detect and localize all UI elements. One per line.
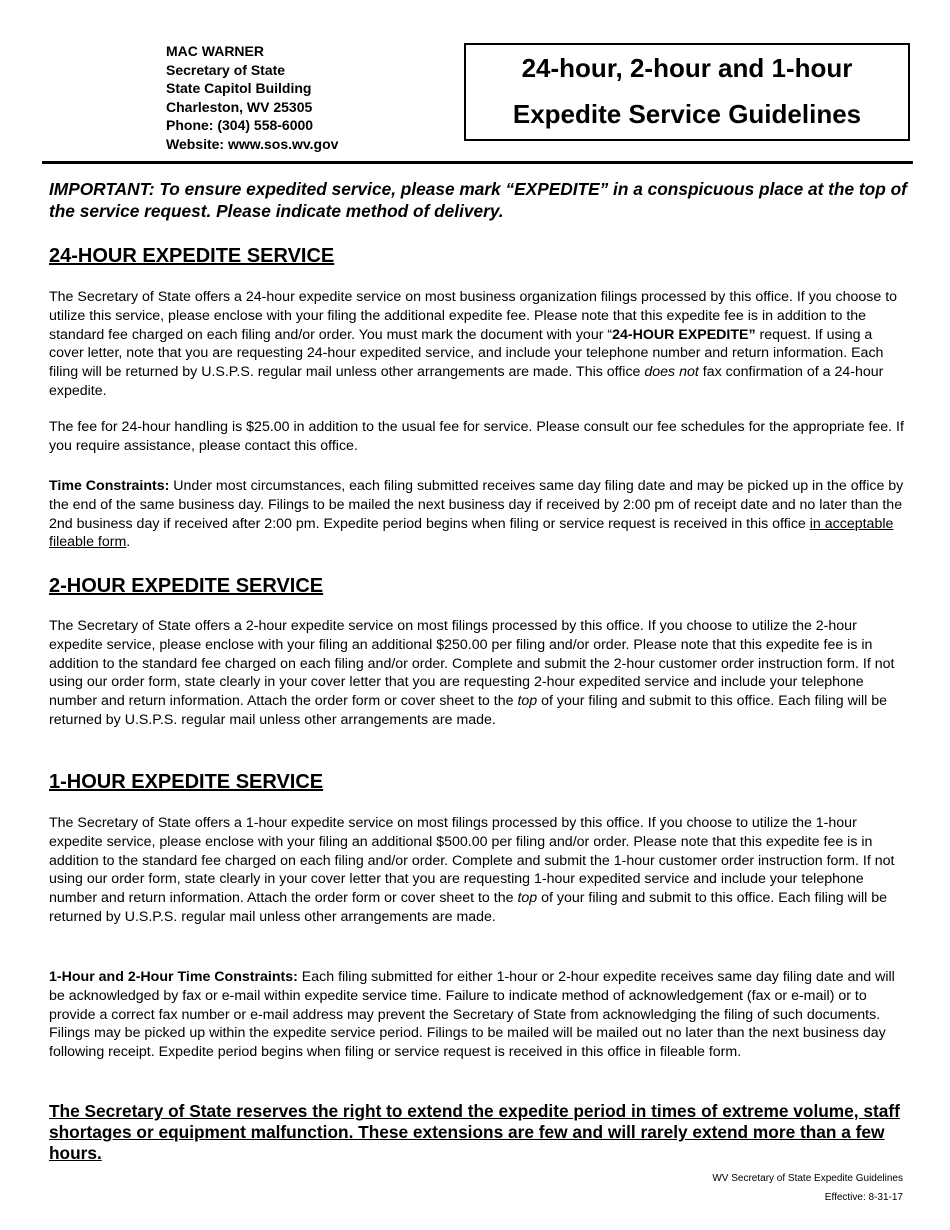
- website: Website: www.sos.wv.gov: [166, 135, 339, 152]
- paragraph-1-hour-service: [49, 814, 907, 927]
- footer-document-name: WV Secretary of State Expedite Guidelines: [712, 1173, 903, 1184]
- paragraph-2-hour-service: [49, 617, 907, 730]
- office-title: Secretary of State: [166, 61, 286, 78]
- important-notice: IMPORTANT: To ensure expedited service, please mark “EXPEDITE” in a conspicuous place at the top of the service request. Please indicate method of delivery.: [49, 179, 907, 221]
- paragraph-24-hour-fee: The fee for 24-hour handling is $25.00 in addition to the usual fee for service. Please consult our fee schedules for the appropriate fee. If you require assistance, please contact this office.: [49, 419, 904, 454]
- text-run: of your filing and submit to this office. Each filing will be returned by U.S.P.S. regular mail unless other arrangements are made.: [49, 890, 888, 925]
- text-run: Each filing submitted for either 1-hour or 2-hour expedite receives same day filing date and will be acknowledged by fax or e-mail within expedite service time. Failure to indicate method of acknowledgement (fax or e-mail) or to provide a correct fax number or e-mail address may prevent the Secretary of State from acknowledging the filing of such documents. Filings may be picked up within the expedite service period. Filings to be mailed will be mailed out no later than the next business day following receipt. Expedite period begins when filing or service request is received in this office in fileable form.: [49, 969, 895, 1061]
- document-title-box: [464, 43, 910, 141]
- official-name: MAC WARNER: [166, 43, 264, 59]
- section-heading-2-hour: 2-HOUR EXPEDITE SERVICE: [49, 575, 324, 597]
- paragraph-24-hour-service: [49, 288, 907, 401]
- time-constraints-label: 1-Hour and 2-Hour Time Constraints:: [49, 969, 298, 985]
- time-constraints-label: Time Constraints:: [49, 478, 170, 494]
- underlined-text: in acceptable fileable form: [49, 515, 894, 551]
- section-heading-24-hour: 24-HOUR EXPEDITE SERVICE: [49, 245, 335, 267]
- text-run: The Secretary of State offers a 24-hour expedite service on most business organization filings processed by this office. If you choose to utilize this service, please enclose with your filing the additional expedite fee. Please note that this expedite fee is in addition to the standard fee charged on each filing and/or order. You must mark the document with your “: [49, 289, 898, 343]
- footer-effective-date: Effective: 8-31-17: [824, 1192, 903, 1203]
- closing-notice: The Secretary of State reserves the right to extend the expedite period in times of extreme volume, staff shortages or equipment malfunction. These extensions are few and will rarely extend more than a few hours.: [49, 1101, 900, 1164]
- text-run: The Secretary of State offers a 2-hour expedite service on most filings processed by this office. If you choose to utilize the 2-hour expedite service, please enclose with your filing an additional $250.00 per filing and/or order. Please note that this expedite fee is in addition to the standard fee charged on each filing and/or order. Complete and submit the 2-hour customer order instruction form. If not using our order form, state clearly in your cover letter that you are requesting 2-hour expedited service and include your telephone number and return information. Attach the order form or cover sheet to the: [49, 618, 895, 710]
- italic-text: top: [517, 890, 538, 907]
- paragraph-1-2-hour-time-constraints: [49, 968, 907, 1062]
- office-address-block: [166, 42, 338, 154]
- text-run: fax confirmation of a 24-hour expedite.: [49, 364, 884, 399]
- document-title-line1: 24-hour, 2-hour and 1-hour: [521, 53, 853, 83]
- text-run: of your filing and submit to this office. Each filing will be returned by U.S.P.S. regular mail unless other arrangements are made.: [49, 693, 888, 728]
- text-run: .: [126, 534, 131, 551]
- italic-text: does not: [644, 364, 699, 381]
- document-title-line2: Expedite Service Guidelines: [512, 99, 862, 129]
- phone-number: Phone: (304) 558-6000: [166, 117, 314, 134]
- text-run: The Secretary of State offers a 1-hour expedite service on most filings processed by this office. If you choose to utilize the 1-hour expedite service, please enclose with your filing an additional $500.00 per filing and/or order. Please note that this expedite fee is in addition to the standard fee charged on each filing and/or order. Complete and submit the 1-hour customer order instruction form. If not using our order form, state clearly in your cover letter that you are requesting 1-hour expedited service and include your telephone number and return information. Attach the order form or cover sheet to the: [49, 815, 895, 907]
- section-heading-1-hour: 1-HOUR EXPEDITE SERVICE: [49, 771, 324, 793]
- paragraph-24-hour-time-constraints: [49, 477, 907, 552]
- header-divider: [42, 161, 913, 164]
- text-run: request. If using a cover letter, note that you are requesting 24-hour expedited service, and include your telephone number and return information. Each filing will be returned by U.S.P.S. regular mail unless other arrangements are made. This office: [49, 326, 884, 381]
- italic-text: top: [517, 693, 538, 710]
- text-run: Under most circumstances, each filing submitted receives same day filing date and may be picked up in the office by the end of the same business day. Filings to be mailed the next business day if received by 2:00 pm of receipt date and no later than the 2nd business day if received after 2:00 pm. Expedite period begins when filing or service request is received in this office: [49, 478, 904, 532]
- city-state-zip: Charleston, WV 25305: [166, 98, 313, 115]
- building-name: State Capitol Building: [166, 80, 312, 97]
- bold-text: 24-HOUR EXPEDITE”: [612, 326, 756, 343]
